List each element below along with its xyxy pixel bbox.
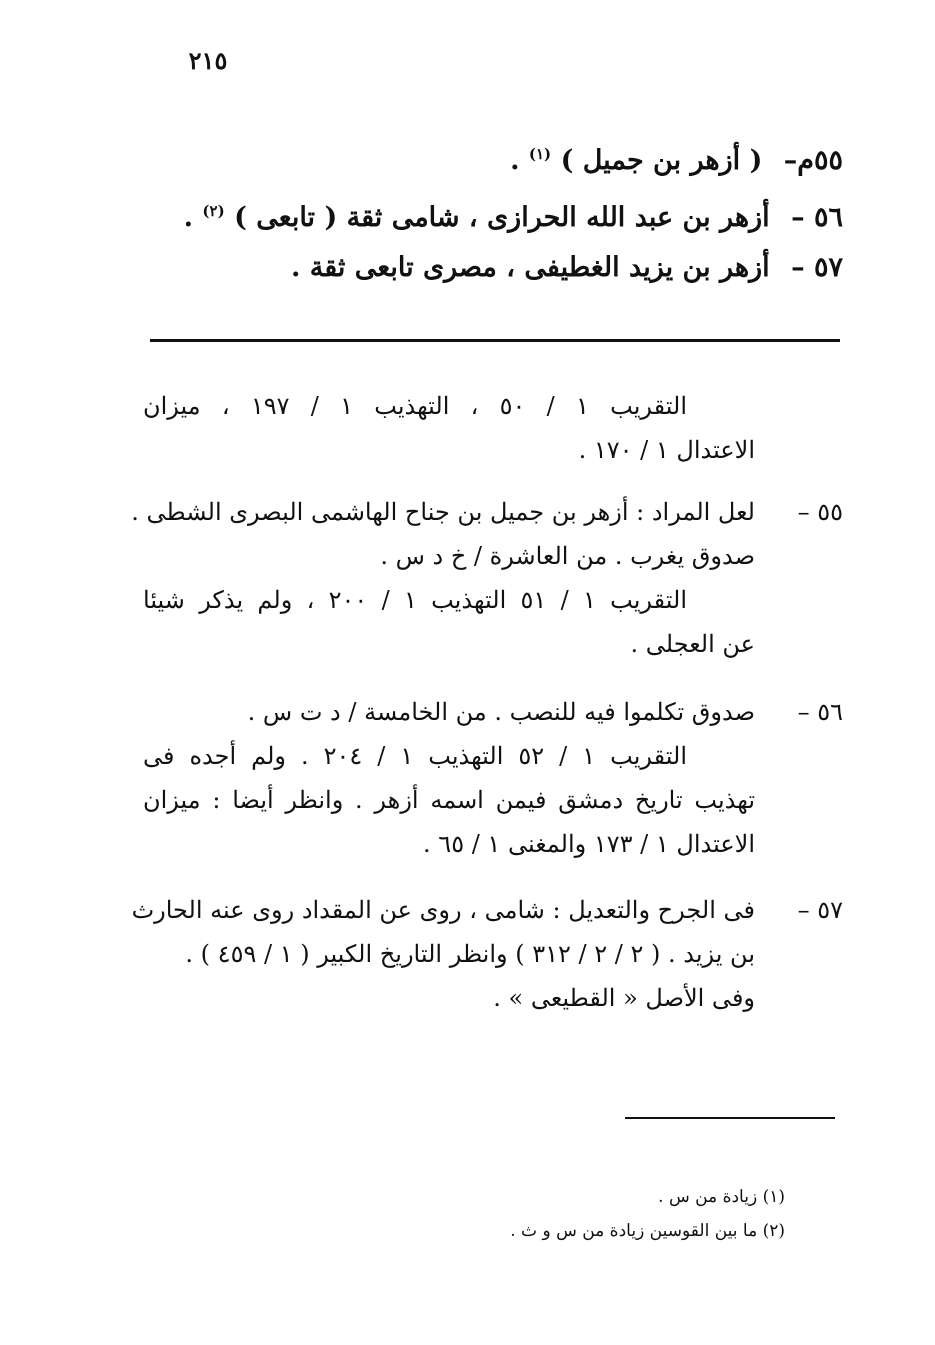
entry-text: أزهر بن عبد الله الحرازى ، شامى ثقة ( تابعى ) bbox=[234, 202, 770, 233]
note-line: فى الجرح والتعديل : شامى ، روى عن المقداد روى عنه الحارث bbox=[131, 896, 755, 924]
note-number: ٥٦ – bbox=[797, 698, 843, 726]
note-body bbox=[143, 690, 755, 866]
note-line: بن يزيد . ( ٢ / ٢ / ٣١٢ ) وانظر التاريخ الكبير ( ١ / ٤٥٩ ) . bbox=[185, 940, 755, 968]
entry-number: ٥٥م– bbox=[783, 145, 843, 176]
note-body bbox=[131, 490, 755, 666]
entry-56 bbox=[123, 191, 843, 238]
entry-end: . bbox=[183, 202, 194, 233]
section-divider bbox=[150, 339, 840, 342]
note-line: عن العجلى . bbox=[630, 630, 755, 658]
entry-text: أزهر بن يزيد الغطيفى ، مصرى تابعى ثقة . bbox=[290, 252, 770, 283]
note-56 bbox=[143, 690, 843, 866]
note-line: صدوق يغرب . من العاشرة / خ د س . bbox=[380, 542, 755, 570]
note-line: التقريب ١ / ٥١ التهذيب ١ / ٢٠٠ ، ولم يذكر شيئا bbox=[143, 586, 687, 614]
footnote-ref: (١) bbox=[528, 145, 552, 163]
footnote-1: (١) زيادة من س . bbox=[658, 1187, 785, 1207]
note-line: وفى الأصل « القطيعى » . bbox=[493, 984, 755, 1012]
note-line: التقريب ١ / ٥٢ التهذيب ١ / ٢٠٤ . ولم أجده فى bbox=[143, 742, 688, 770]
note-line: صدوق تكلموا فيه للنصب . من الخامسة / د ت س . bbox=[247, 698, 755, 726]
entry-number: ٥٦ – bbox=[791, 202, 843, 233]
note-55 bbox=[131, 490, 843, 666]
note-number: ٥٥ – bbox=[797, 498, 843, 526]
page-number: ٢١٥ bbox=[188, 46, 228, 75]
note-line: التقريب ١ / ٥٠ ، التهذيب ١ / ١٩٧ ، ميزان bbox=[143, 392, 688, 420]
note-line: تهذيب تاريخ دمشق فيمن اسمه أزهر . وانظر أيضا : ميزان bbox=[143, 786, 755, 814]
note-line: الاعتدال ١ / ١٧٣ والمغنى ١ / ٦٥ . bbox=[423, 830, 755, 858]
entry-text: ( أزهر بن جميل ) bbox=[560, 145, 763, 176]
note-57 bbox=[131, 888, 843, 1020]
note-intro bbox=[143, 384, 843, 472]
entry-number: ٥٧ – bbox=[791, 252, 843, 283]
note-line: الاعتدال ١ / ١٧٠ . bbox=[578, 436, 755, 464]
footnote-2: (٢) ما بين القوسين زيادة من س و ث . bbox=[510, 1221, 785, 1241]
note-body bbox=[131, 888, 755, 1020]
note-number: ٥٧ – bbox=[797, 896, 843, 924]
entry-55m bbox=[123, 134, 843, 181]
note-line: لعل المراد : أزهر بن جميل بن جناح الهاشمى البصرى الشطى . bbox=[131, 498, 755, 526]
entry-end: . bbox=[510, 145, 520, 176]
entry-57 bbox=[123, 248, 843, 288]
footnote-ref: (٢) bbox=[202, 202, 225, 220]
footnote-divider bbox=[625, 1117, 835, 1119]
note-body bbox=[143, 384, 755, 472]
